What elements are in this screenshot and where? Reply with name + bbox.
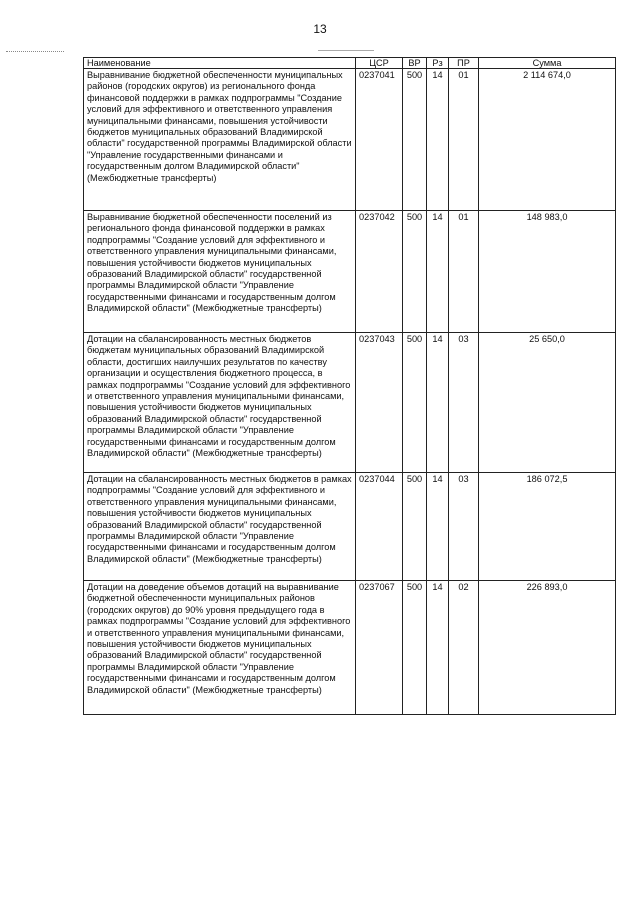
table-row xyxy=(84,581,616,715)
row-csr: 0237067 xyxy=(356,581,403,715)
header-rz: Рз xyxy=(427,58,449,69)
row-pr: 03 xyxy=(449,473,479,581)
page-number: 13 xyxy=(313,22,327,36)
row-pr: 01 xyxy=(449,211,479,333)
row-sum: 25 650,0 xyxy=(479,333,616,473)
table-row xyxy=(84,211,616,333)
row-rz: 14 xyxy=(427,581,449,715)
scan-artifact-line xyxy=(6,51,64,55)
row-pr: 03 xyxy=(449,333,479,473)
row-sum: 148 983,0 xyxy=(479,211,616,333)
row-sum: 2 114 674,0 xyxy=(479,69,616,211)
row-sum: 186 072,5 xyxy=(479,473,616,581)
table-row xyxy=(84,333,616,473)
row-rz: 14 xyxy=(427,333,449,473)
row-rz: 14 xyxy=(427,473,449,581)
row-vr: 500 xyxy=(403,211,427,333)
table-header-row xyxy=(84,58,616,69)
row-name: Выравнивание бюджетной обеспеченности муниципальных районов (городских округов) из регионального фонда финансовой поддержки в рамках подпрограммы "Создание условий для эффективного и ответственного управления муниципальными финансами, повышения устойчивости бюджетов муниципальных образований Владимирской области" государственной программы Владимирской области "Управление государственными финансами и государственным долгом Владимирской области" (Межбюджетные трансферты) xyxy=(84,69,356,211)
scan-artifact-line xyxy=(318,50,374,53)
row-rz: 14 xyxy=(427,211,449,333)
header-pr: ПР xyxy=(449,58,479,69)
header-csr: ЦСР xyxy=(356,58,403,69)
budget-table xyxy=(83,57,616,715)
row-name: Дотации на доведение объемов дотаций на выравнивание бюджетной обеспеченности муниципальных районов (городских округов) до 90% уровня предыдущего года в рамках подпрограммы "Создание условий для эффективного и ответственного управления муниципальными финансами, повышения устойчивости бюджетов муниципальных образований Владимирской области" государственной программы Владимирской области "Управление государственными финансами и государственным долгом Владимирской области" (Межбюджетные трансферты) xyxy=(84,581,356,715)
row-name: Дотации на сбалансированность местных бюджетов бюджетам муниципальных образований Владимирской области, достигших наилучших результатов по качеству организации и осуществления бюджетного процесса, в рамках подпрограммы "Создание условий для эффективного и ответственного управления муниципальными финансами, повышения устойчивости бюджетов муниципальных образований Владимирской области" государственной программы Владимирской области "Управление государственными финансами и государственным долгом Владимирской области" (Межбюджетные трансферты) xyxy=(84,333,356,473)
row-csr: 0237044 xyxy=(356,473,403,581)
row-vr: 500 xyxy=(403,473,427,581)
header-sum: Сумма xyxy=(479,58,616,69)
row-pr: 01 xyxy=(449,69,479,211)
row-sum: 226 893,0 xyxy=(479,581,616,715)
header-name: Наименование xyxy=(84,58,356,69)
row-csr: 0237043 xyxy=(356,333,403,473)
row-rz: 14 xyxy=(427,69,449,211)
row-vr: 500 xyxy=(403,333,427,473)
row-vr: 500 xyxy=(403,581,427,715)
row-name: Выравнивание бюджетной обеспеченности поселений из регионального фонда финансовой поддержки в рамках подпрограммы "Создание условий для эффективного и ответственного управления муниципальными финансами, повышения устойчивости бюджетов муниципальных образований Владимирской области" государственной программы Владимирской области "Управление государственными финансами и государственным долгом Владимирской области" (Межбюджетные трансферты) xyxy=(84,211,356,333)
header-vr: ВР xyxy=(403,58,427,69)
table-row xyxy=(84,473,616,581)
row-vr: 500 xyxy=(403,69,427,211)
row-name: Дотации на сбалансированность местных бюджетов в рамках подпрограммы "Создание условий для эффективного и ответственного управления муниципальными финансами, повышения устойчивости бюджетов муниципальных образований Владимирской области" государственной программы Владимирской области "Управление государственными финансами и государственным долгом Владимирской области" (Межбюджетные трансферты) xyxy=(84,473,356,581)
row-csr: 0237041 xyxy=(356,69,403,211)
row-csr: 0237042 xyxy=(356,211,403,333)
table-row xyxy=(84,69,616,211)
row-pr: 02 xyxy=(449,581,479,715)
